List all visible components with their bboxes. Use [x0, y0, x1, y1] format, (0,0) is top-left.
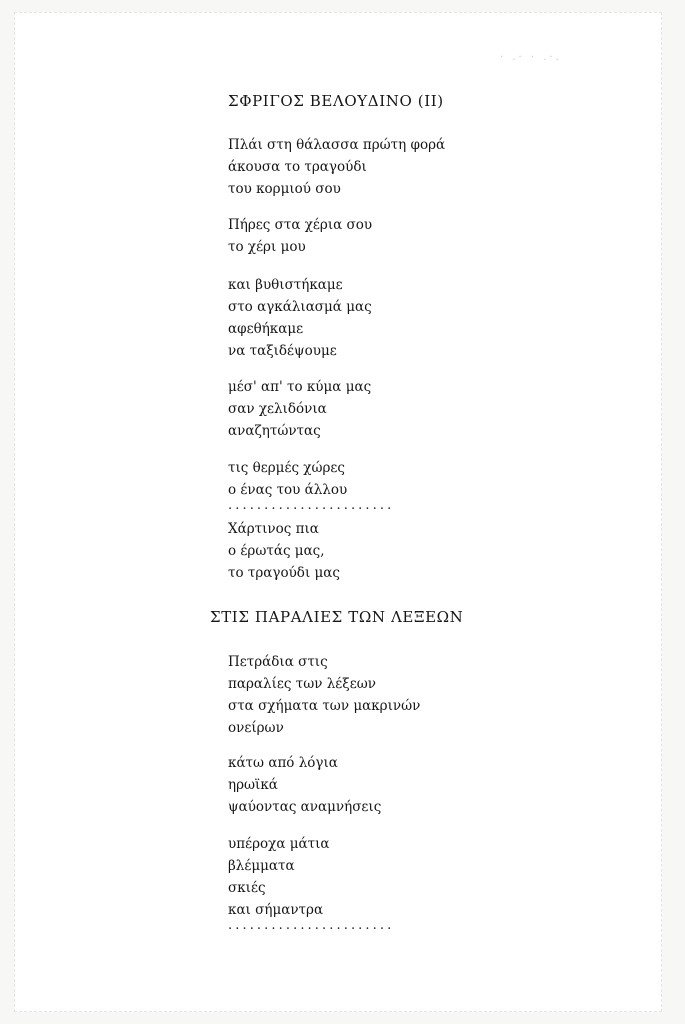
poem-line: του κορμιού σου — [228, 181, 341, 197]
poem-line: σαν χελιδόνια — [228, 401, 327, 417]
poem-line: και βυθιστήκαμε — [228, 277, 343, 293]
poem-line: υπέροχα μάτια — [228, 836, 330, 852]
poem-line: ψαύοντας αναμνήσεις — [228, 799, 382, 815]
poem-line: Πλάι στη θάλασσα πρώτη φορά — [228, 137, 446, 153]
poem-line: ηρωϊκά — [228, 777, 278, 793]
stanza — [228, 376, 371, 442]
poem-line: ο έρωτάς μας, — [228, 543, 325, 559]
poem-line: στο αγκάλιασμά μας — [228, 299, 372, 315]
poem-title: ΣΦΡΙΓΟΣ ΒΕΛΟΥΔΙΝΟ (ΙΙ) — [228, 92, 444, 110]
stanza — [228, 752, 381, 818]
poem-line: Πήρες στα χέρια σου — [228, 217, 373, 233]
poem-line: αναζητώντας — [228, 423, 321, 439]
poem-line: σκιές — [228, 880, 266, 896]
poem-line: το χέρι μου — [228, 239, 306, 255]
poem-line: Χάρτινος πια — [228, 521, 319, 537]
poem-line: άκουσα το τραγούδι — [228, 159, 367, 175]
poem-line: μέσ' απ' το κύμα μας — [228, 379, 372, 395]
stanza — [228, 833, 330, 921]
poem-line: ο ένας του άλλου — [228, 482, 348, 498]
stanza — [228, 518, 340, 584]
poem-line: ονείρων — [228, 720, 284, 736]
poem-line: βλέμματα — [228, 858, 295, 874]
stanza — [228, 214, 372, 258]
poem-line: Πετράδια στις — [228, 654, 328, 670]
poem-title: ΣΤΙΣ ΠΑΡΑΛΙΕΣ ΤΩΝ ΛΕΞΕΩΝ — [210, 608, 464, 626]
poem-line: και σήμαντρα — [228, 902, 324, 918]
stanza — [228, 651, 420, 739]
poem-line: το τραγούδι μας — [228, 565, 340, 581]
poem-line: στα σχήματα των μακρινών — [228, 698, 421, 714]
poem-line: τις θερμές χώρες — [228, 460, 345, 476]
poem-line: παραλίες των λέξεων — [228, 676, 376, 692]
dotted-separator: ....................... — [228, 498, 395, 513]
poem-line: κάτω από λόγια — [228, 755, 338, 771]
dotted-separator: ....................... — [228, 918, 395, 933]
stanza — [228, 457, 347, 501]
poem-line: αφεθήκαμε — [228, 321, 304, 337]
scan-specks-decoration: · .· · .·. — [500, 52, 562, 63]
stanza — [228, 274, 372, 362]
stanza — [228, 134, 445, 200]
poem-line: να ταξιδέψουμε — [228, 343, 337, 359]
